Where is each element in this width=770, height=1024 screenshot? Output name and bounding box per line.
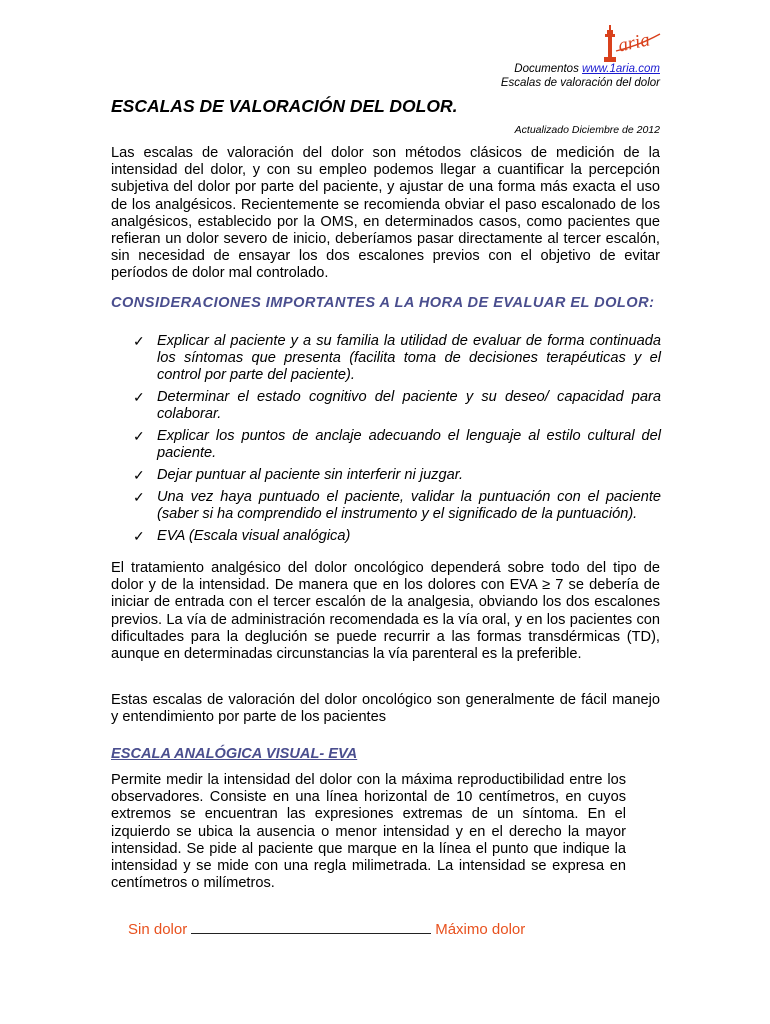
header-prefix: Documentos bbox=[514, 63, 583, 75]
list-item-text: Explicar los puntos de anclaje adecuando el lenguaje al estilo cultural del paciente. bbox=[157, 428, 661, 461]
visual-analog-scale bbox=[128, 919, 525, 938]
list-item bbox=[133, 528, 661, 545]
list-item-text: Una vez haya puntuado el paciente, validar la puntuación con el paciente (saber si ha comprendido el instrumento y el significado de la puntuación). bbox=[157, 489, 661, 522]
list-item bbox=[133, 467, 661, 484]
checkmark-icon: ✓ bbox=[133, 389, 145, 405]
checkmark-icon: ✓ bbox=[133, 467, 145, 483]
list-item bbox=[133, 389, 661, 423]
list-item-text: Explicar al paciente y a su familia la utilidad de evaluar de forma continuada los síntomas que presenta (facilita toma de decisiones terapéuticas y el control por parte del paciente). bbox=[157, 333, 661, 383]
treatment-paragraph: El tratamiento analgésico del dolor oncológico dependerá sobre todo del tipo de dolor y de la intensidad. De manera que en los dolores con EVA ≥ 7 se debería de iniciar de entrada con el tercer escalón de la analgesia, obviando los dos escalones previos. La vía de administración recomendada es la vía oral, y en los pacientes con dificultades para la deglución se puede recurrir a las formas transdérmicas (TD), aunque en determinadas circunstancias la vía parenteral es la preferible. bbox=[111, 560, 660, 663]
list-item bbox=[133, 333, 661, 384]
page-title: ESCALAS DE VALORACIÓN DEL DOLOR. bbox=[111, 96, 458, 116]
considerations-heading: CONSIDERACIONES IMPORTANTES A LA HORA DE EVALUAR EL DOLOR: bbox=[111, 295, 655, 311]
header-line-1 bbox=[501, 62, 660, 76]
checkmark-icon: ✓ bbox=[133, 489, 145, 505]
website-link[interactable]: www.1aria.com bbox=[582, 63, 660, 75]
scale-right-label: Máximo dolor bbox=[435, 921, 526, 938]
scales-note-paragraph: Estas escalas de valoración del dolor oncológico son generalmente de fácil manejo y entendimiento por parte de los pacientes bbox=[111, 692, 660, 726]
eva-section-heading: ESCALA ANALÓGICA VISUAL- EVA bbox=[111, 746, 358, 762]
logo-text: aria bbox=[616, 29, 652, 57]
checkmark-icon: ✓ bbox=[133, 428, 145, 444]
list-item bbox=[133, 428, 661, 462]
header-subtitle: Escalas de valoración del dolor bbox=[500, 77, 660, 89]
eva-description: Permite medir la intensidad del dolor con la máxima reproductibilidad entre los observadores. Consiste en una línea horizontal de 10 centímetros, en cuyos extremos se encuentran las expresiones extremas de un síntoma. En el izquierdo se ubica la ausencia o menor intensidad y en el derecho la mayor intensidad. Se pide al paciente que marque en la línea el punto que indique la intensidad y se mide con una regla milimetrada. La intensidad se expresa en centímetros o milímetros. bbox=[111, 772, 626, 892]
aria-logo bbox=[598, 20, 664, 66]
considerations-list bbox=[133, 333, 661, 550]
list-item-text: Determinar el estado cognitivo del paciente y su deseo/ capacidad para colaborar. bbox=[157, 389, 661, 422]
checkmark-icon: ✓ bbox=[133, 333, 145, 349]
intro-paragraph: Las escalas de valoración del dolor son métodos clásicos de medición de la intensidad del dolor, y con su empleo podemos llegar a cuantificar la percepción subjetiva del dolor por parte del paciente, y ajustar de una forma más exacta el uso de los analgésicos. Recientemente se recomienda obviar el paso escalonado de los analgésicos, establecido por la OMS, en determinados casos, como pacientes que refieran un dolor severo de inicio, deberíamos pasar directamente al tercer escalón, sin necesidad de ensayar los dos escalones previos con el objetivo de evitar períodos de dolor mal controlado. bbox=[111, 145, 660, 282]
list-item bbox=[133, 489, 661, 523]
list-item-text: Dejar puntuar al paciente sin interferir ni juzgar. bbox=[157, 467, 464, 483]
scale-line bbox=[191, 919, 431, 934]
list-item-text: EVA (Escala visual analógica) bbox=[157, 528, 351, 544]
updated-date: Actualizado Diciembre de 2012 bbox=[514, 124, 660, 136]
scale-left-label: Sin dolor bbox=[128, 921, 188, 938]
document-header bbox=[501, 62, 660, 90]
checkmark-icon: ✓ bbox=[133, 528, 145, 544]
